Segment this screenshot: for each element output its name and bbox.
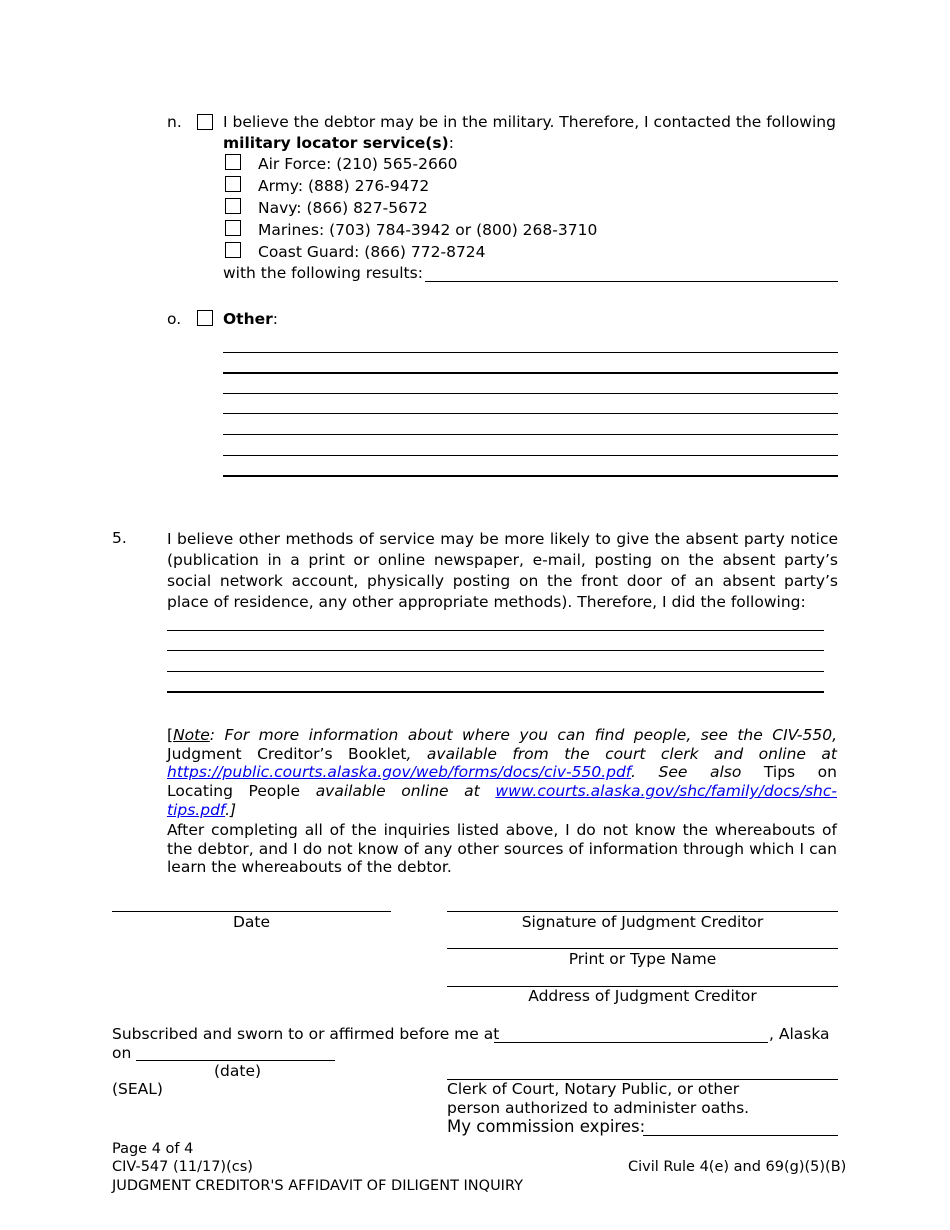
service-air-force: Air Force: (210) 565-2660: [258, 155, 458, 173]
method-line-4[interactable]: [167, 691, 824, 693]
form-id: CIV-547 (11/17)(cs): [112, 1159, 253, 1175]
seal-label: (SEAL): [112, 1080, 163, 1098]
other-checkbox[interactable]: [197, 310, 213, 326]
note-paragraph: [Note: For more information about where you can find people, see the CIV-550, Judgment Creditor’s Booklet, available from the court clerk and online at https://public.courts.alaska.gov/web/forms/docs/civ-550.pdf. See also Tips on Locating People available online at www.courts.alaska.gov/shc/family/docs/shc-tips.pdf.]: [167, 726, 837, 819]
item-n-text: I believe the debtor may be in the military. Therefore, I contacted the following: [223, 113, 836, 131]
form-title: JUDGMENT CREDITOR'S AFFIDAVIT OF DILIGENT INQUIRY: [112, 1178, 523, 1194]
method-line-3[interactable]: [167, 671, 824, 672]
item-5-text: I believe other methods of service may be more likely to give the absent party notice (publication in a print or online newspaper, e-mail, posting on the absent party’s social network account, physically posting on the front door of an absent party’s place of residence, any other appropriate methods). Therefore, I did the following:: [167, 530, 838, 611]
clerk-label-2: person authorized to administer oaths.: [447, 1099, 750, 1117]
address-label: Address of Judgment Creditor: [528, 987, 757, 1005]
coast-guard-checkbox[interactable]: [225, 242, 241, 258]
navy-checkbox[interactable]: [225, 198, 241, 214]
item-o-letter: o.: [167, 310, 182, 328]
other-line-3[interactable]: [223, 393, 838, 394]
commission-line[interactable]: [643, 1135, 838, 1136]
air-force-checkbox[interactable]: [225, 154, 241, 170]
date-label: Date: [232, 913, 271, 931]
military-locator-label: military locator service(s):: [223, 134, 454, 152]
item-5-number: 5.: [112, 529, 127, 547]
other-label: Other:: [223, 310, 279, 328]
date-hint: (date): [214, 1062, 262, 1080]
other-line-4[interactable]: [223, 413, 838, 414]
service-army: Army: (888) 276-9472: [258, 177, 430, 195]
signature-label: Signature of Judgment Creditor: [521, 913, 764, 931]
other-line-7[interactable]: [223, 475, 838, 477]
name-line[interactable]: [447, 948, 838, 949]
signature-line[interactable]: [447, 911, 838, 912]
sworn-location-line[interactable]: [494, 1042, 768, 1043]
results-label: with the following results:: [223, 264, 423, 282]
results-input-line[interactable]: [425, 281, 838, 282]
name-label: Print or Type Name: [568, 950, 717, 968]
page-number: Page 4 of 4: [112, 1141, 194, 1157]
method-line-1[interactable]: [167, 630, 824, 631]
service-marines: Marines: (703) 784-3942 or (800) 268-3710: [258, 221, 598, 239]
army-checkbox[interactable]: [225, 176, 241, 192]
marines-checkbox[interactable]: [225, 220, 241, 236]
other-line-6[interactable]: [223, 455, 838, 456]
military-checkbox[interactable]: [197, 114, 213, 130]
other-line-1[interactable]: [223, 352, 838, 353]
sworn-prefix: Subscribed and sworn to or affirmed before me at: [112, 1025, 500, 1043]
service-navy: Navy: (866) 827-5672: [258, 199, 428, 217]
date-line[interactable]: [112, 911, 391, 912]
whereabouts-statement: After completing all of the inquiries listed above, I do not know the whereabouts of the debtor, and I do not know of any other sources of information through which I can learn the whereabouts of the debtor.: [167, 821, 837, 877]
other-line-5[interactable]: [223, 434, 838, 435]
other-line-2[interactable]: [223, 372, 838, 374]
civil-rule: Civil Rule 4(e) and 69(g)(5)(B): [628, 1159, 847, 1175]
shc-tips-link[interactable]: www.courts.alaska.gov/shc/family/docs/shc-tips.pdf: [167, 782, 837, 819]
item-n-letter: n.: [167, 113, 182, 131]
sworn-date-line[interactable]: [136, 1060, 335, 1061]
method-line-2[interactable]: [167, 650, 824, 651]
service-coast-guard: Coast Guard: (866) 772-8724: [258, 243, 486, 261]
sworn-on: on: [112, 1044, 132, 1062]
civ-550-link[interactable]: https://public.courts.alaska.gov/web/forms/docs/civ-550.pdf: [167, 763, 631, 782]
commission-label: My commission expires:: [447, 1117, 646, 1136]
clerk-label-1: Clerk of Court, Notary Public, or other: [447, 1080, 740, 1098]
sworn-suffix: , Alaska: [769, 1025, 830, 1043]
